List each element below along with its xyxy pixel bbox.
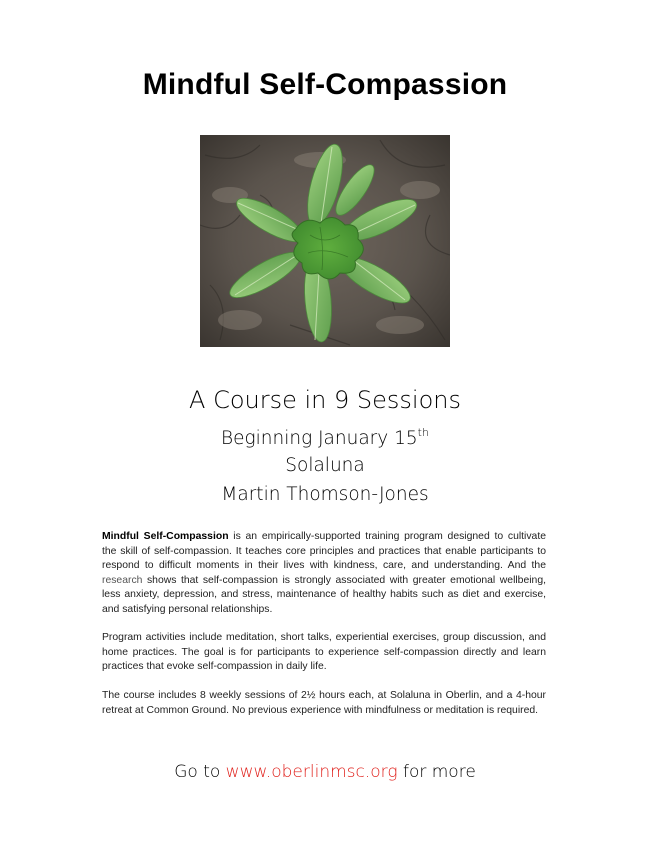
description-paragraph-2: Program activities include meditation, short talks, experiential exercises, group discussion, and home practices. The goal is for participants to experience self-compassion directly and learn practices that evoke self-compassion in daily life. — [102, 632, 546, 673]
date-ordinal-suffix: th — [417, 426, 429, 439]
course-heading: A Course in 9 Sessions — [189, 386, 461, 414]
start-date — [0, 426, 650, 449]
paragraph-1-text-a: is an empirically-supported training program designed to cultivate the skill of self-compassion. It teaches core principles and practices that enable participants to respond to difficult moments in their lives with kindness, care, and understanding. And the — [102, 531, 546, 572]
paragraph-1-text-b: shows that self-compassion is strongly associated with greater emotional wellbeing, less anxiety, depression, and stress, maintenance of healthy habits such as diet and exercise, and satisfying personal relationships. — [102, 574, 546, 615]
footer-call-to-action — [0, 762, 650, 782]
venue: Solaluna — [285, 455, 365, 476]
teacher-name: Martin Thomson-Jones — [221, 484, 429, 505]
description-paragraph-1 — [102, 530, 546, 618]
footer-suffix: for more — [397, 762, 476, 782]
description-paragraph-3: The course includes 8 weekly sessions of 2½ hours each, at Solaluna in Oberlin, and a 4-hour retreat at Common Ground. No previous experience with mindfulness or meditation is required. — [102, 690, 546, 716]
website-link[interactable]: www.oberlinmsc.org — [225, 762, 398, 782]
plant-photo — [200, 135, 450, 347]
program-name-bold: Mindful Self-Compassion — [102, 531, 229, 542]
research-link[interactable]: research — [102, 574, 143, 586]
page-title: Mindful Self-Compassion — [142, 68, 508, 101]
plant-rosette-on-stump-photo — [200, 135, 450, 347]
start-date-text: Beginning January 15 — [221, 428, 418, 449]
footer-prefix: Go to — [174, 762, 226, 782]
